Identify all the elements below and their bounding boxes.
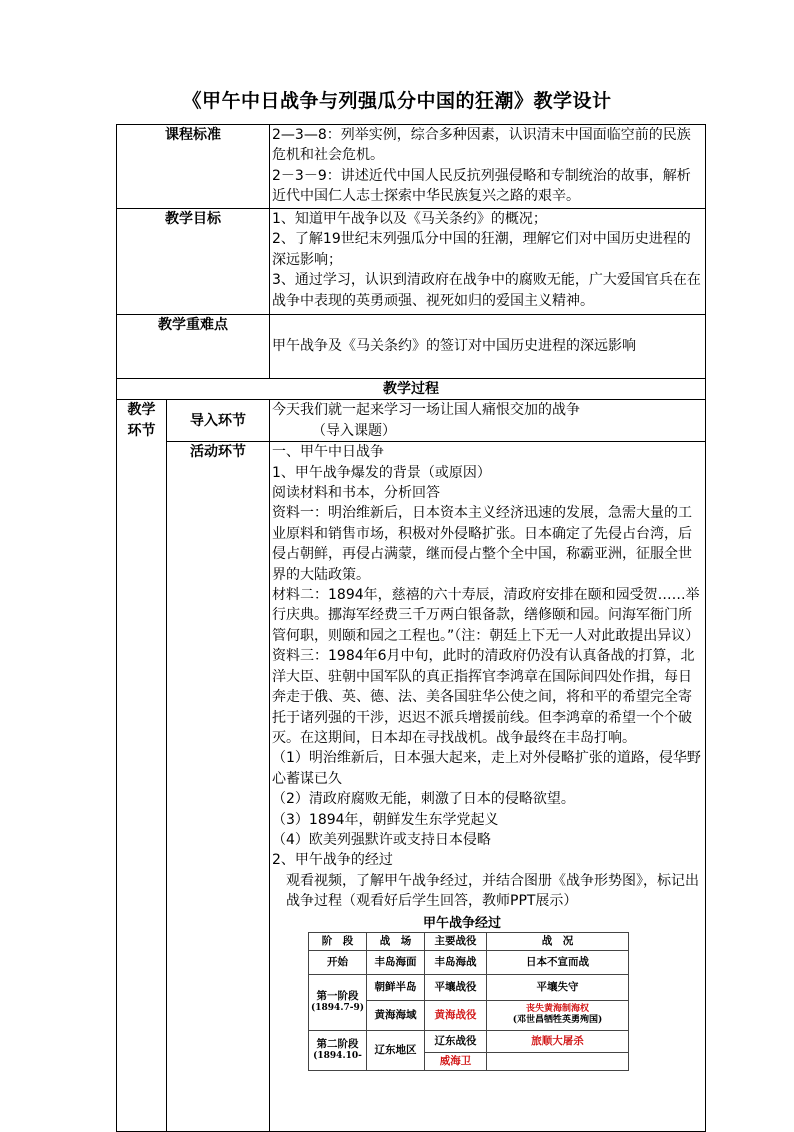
activity-line: 材料二：1894年，慈禧的六十寿辰，清政府安排在颐和园受贺……举行庆典。挪海军经费三千万两白银备款，缮修颐和园。问海军衙门所管何职，则颐和园之工程也。”（注：朝廷上下无一人对此敢提出异议） [272,587,700,644]
war-stage-name: 第一阶段 [316,990,359,1003]
war-cell: 旅顺大屠杀 [487,1030,629,1052]
war-header: 主要战役 [425,932,487,950]
course-standard-label: 课程标准 [117,125,270,209]
goal-line: 1、知道甲午战争以及《马关条约》的概况； [272,211,547,227]
war-cell [487,1000,629,1030]
key-points-label: 教学重难点 [117,315,270,379]
activity-line: 1、甲午战争爆发的背景（或原因） [272,464,491,481]
page-title: 《甲午中日战争与列强瓜分中国的狂潮》教学设计 [182,90,612,112]
war-cell [487,1052,629,1070]
activity-line: （1）明治维新后，日本强大起来，走上对外侵略扩张的道路，侵华野心蓄谋已久 [272,750,701,787]
standard-line: 2－3－9：讲述近代中国人民反抗列强侵略和专制统治的故事，解析近代中国仁人志士探索中华民族复兴之路的艰辛。 [272,167,691,205]
war-cell: 朝鲜半岛 [367,974,425,1000]
war-cell: 平壤战役 [425,974,487,1000]
war-cell: 日本不宣而战 [487,950,629,974]
war-summary-table [308,932,629,1071]
activity-line: 观看视频，了解甲午战争经过，并结合图册《战争形势图》，标记出战争过程（观看好后学生回答，教师PPT展示） [286,872,699,910]
activity-line: 2、甲午战争的经过 [272,852,393,869]
war-stage-dates: (1894.10- [313,1051,362,1062]
intro-line: 今天我们就一起来学习一场让国人痛恨交加的战争 [272,402,580,419]
intro-content [270,400,706,442]
war-summary-title: 甲午战争经过 [422,915,501,931]
war-stage-cell [309,1030,367,1070]
goal-line: 3、通过学习，认识到清政府在战争中的腐败无能，广大爱国官兵在在战争中表现的英勇顽强、视死如归的爱国主义精神。 [272,272,701,309]
war-stage-name: 第二阶段 [316,1038,359,1051]
process-header: 教学过程 [117,379,706,400]
war-cell: 辽东战役 [425,1030,487,1052]
activity-label: 活动环节 [167,442,270,1132]
key-points-content: 甲午战争及《马关条约》的签订对中国历史进程的深远影响 [270,315,706,379]
war-cell: 丰岛海面 [367,950,425,974]
war-header: 战 场 [367,932,425,950]
war-cell: 黄海海域 [367,1000,425,1030]
war-cell: 威海卫 [425,1052,487,1070]
activity-content [270,442,706,1132]
intro-label: 导入环节 [167,400,270,442]
war-stage-dates: (1894.7-9) [311,1003,364,1014]
activity-line: （4）欧美列强默许或支持日本侵略 [272,831,491,848]
teaching-stage-label [117,400,167,1132]
activity-line: （2）清政府腐败无能，刺激了日本的侵略欲望。 [272,791,575,808]
war-summary-figure [272,916,703,1071]
war-cell: 平壤失守 [487,974,629,1000]
teaching-stage-label-line2: 环节 [127,422,156,439]
activity-line: 资料三：1984年6月中旬，此时的清政府仍没有认真备战的打算，北洋大臣、驻朝中国军队的真正指挥官李鸿章在国际间四处作揖，每日奔走于俄、英、德、法、美各国驻华公使之间，将和平的希望完全寄托于诸列强的干涉，迟迟不派兵增援前线。但李鸿章的希望一个个破灭。在这期间，日本却在寻找战机。战争最终在丰岛打响。 [272,648,695,746]
war-cell-line: (邓世昌牺牲英勇殉国) [512,1015,603,1026]
activity-line: （3）1894年，朝鲜发生东学党起义 [272,811,499,828]
activity-line: 一、甲午中日战争 [272,444,384,461]
war-cell: 开始 [309,950,367,974]
teaching-goals-content [270,209,706,315]
course-standard-content [270,125,706,209]
war-stage-cell [309,974,367,1030]
activity-line: 资料一：明治维新后，日本资本主义经济迅速的发展，急需大量的工业原料和销售市场，积极对外侵略扩张。日本确定了先侵占台湾，后侵占朝鲜，再侵占满蒙，继而侵占整个全中国，称霸亚洲，征服全世界的大陆政策。 [272,505,692,583]
goal-line: 2、了解19世纪末列强瓜分中国的狂潮，理解它们对中国历史进程的深远影响； [272,231,691,268]
intro-line: （导入课题） [312,422,396,439]
war-header: 阶 段 [309,932,367,950]
war-header: 战 况 [487,932,629,950]
teaching-stage-label-line1: 教学 [127,402,156,419]
war-cell: 辽东地区 [367,1030,425,1070]
war-cell: 丰岛海战 [425,950,487,974]
teaching-goals-label: 教学目标 [117,209,270,315]
war-cell-line: 丧失黄海制海权 [525,1004,589,1015]
activity-line: 阅读材料和书本，分析回答 [272,485,440,502]
war-cell: 黄海战役 [425,1000,487,1030]
standard-line: 2—3—8：列举实例，综合多种因素，认识清末中国面临空前的民族危机和社会危机。 [272,127,691,164]
lesson-plan-table [116,124,706,1132]
